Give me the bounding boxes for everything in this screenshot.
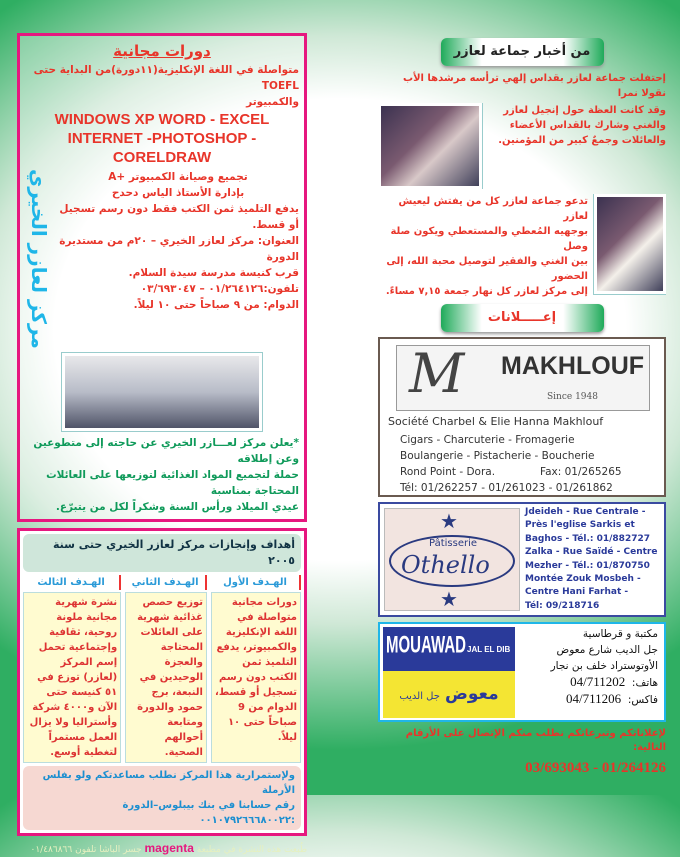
fax-label: فاكس: [627,694,658,706]
ads-contact-numbers: 03/693043 - 01/264126 [525,760,666,776]
printer-phone: جسر الباشا تلفون ٠١/٤٨٦٨٦٦ [30,844,142,855]
courses-line: قرب كنيسة مدرسة سيدة السلام. [128,267,299,279]
printer-credit [17,842,307,857]
appeal-line: ولإستمرارية هذا المركز نطلب مساعدتكم ولو بفلس الأرملة [42,769,295,796]
courses-line: بإدارة الأستاذ الياس دحدح [111,187,245,199]
mouawad-logo-ar [383,671,515,718]
news-line: بين الغني والفقير لتوصيل محبة الله، إلى الحضور [386,256,588,282]
goal-column [23,575,121,763]
othello-line: Zalka - Rue Saïdé - Centre [525,547,658,558]
courses-title: دورات مجانية [113,42,211,60]
courses-line: يدفع التلميذ ثمن الكتب فقط دون رسم تسجيل أو قسط. [59,203,299,231]
news-line: إحتفلت جماعة لعازر بقداس إلهي ترأسه مرشدها الأب نقولا نمرا [403,73,666,99]
ads-contact: لإعلاناتكم وتبرعاتكم نطلب منكم الإتصال على الأرقام التالية: [405,728,666,753]
othello-line: Montée Zouk Mosbeh - [525,574,641,585]
star-icon: ★ [440,509,458,533]
left-column [17,33,307,857]
courses-line: العنوان: مركز لعازر الخيري – ٢٠م من مستديرة الدورة [59,235,299,263]
goal-text: نشرة شهرية مجانية ملونة روحية، ثقافية وإجتماعية تحمل إسم المركز (لعازر) توزع في ٥١ كنيسة حتى الآن و٤٠٠٠ شركة وأستراليا ولا يزال العمل مستمراً لتغطية أوسع. [23,592,121,763]
courses-line: والكمبيوتر [246,96,299,108]
othello-info [525,506,657,613]
news-paragraph-1 [378,71,666,189]
software-line: WINDOWS XP WORD - EXCEL [54,111,270,128]
mouawad-location: JAL EL DIB [467,645,511,654]
star-icon: ★ [440,587,458,611]
makhlouf-products: Boulangerie - Pistacherie - Boucherie [400,450,595,462]
announcement-line: عيدي الميلاد ورأس السنة وشكراً لكل من يتبرّع. [55,500,299,513]
othello-logo-text: Othello [401,551,490,579]
othello-line: Près l'eglise Sarkis et [525,520,635,531]
goal-heading: الهـدف الثاني [125,575,207,590]
makhlouf-tel: Tél: 01/262257 - 01/261023 - 01/261862 [400,482,613,494]
courses-box [17,33,307,522]
software-line: INTERNET -PHOTOSHOP - CORELDRAW [67,130,257,166]
makhlouf-logo-text: MAKHLOUF [501,352,645,380]
makhlouf-ad [378,337,666,497]
goal-column [125,575,207,763]
printer-text: طُبعت هذه النشرة في مطبعة [196,844,307,855]
mouawad-location-ar: جل الديب [399,691,440,702]
mouawad-logo-en [383,627,515,671]
mouawad-name: MOUAWAD [386,631,466,659]
m-monogram-icon: M [409,342,465,405]
news-line: بوجهيه المُعطي والمستعطي ويكون صلة وصل [390,226,588,252]
makhlouf-since: Since 1948 [547,392,598,402]
priest-photo [594,194,666,294]
courses-details [25,169,299,349]
bank-account: رقم حسابنا في بنك بيبلوس–الدورة :٠٠١٠٧٩٢٦٦٦٨٠٠٢٢ [122,799,295,826]
makhlouf-products: Cigars - Charcuterie - Fromagerie [400,434,575,446]
computer-class-photo [62,353,262,431]
goal-text: دورات مجانية متواصلة في اللغة الإنكليزية والكمبيوتر، يدفع التلميذ ثمن الكتب دون رسم تسجيل أو قسط، الدوام من 9 صباحاً حتى ١٠ ليلاً. [211,592,301,763]
mouawad-name-ar: معوض [445,684,499,704]
othello-line: Tél: 09/218716 [525,600,600,611]
appeal-box [23,766,301,830]
news-line: والعائلات وجمعٌ كبير من المؤمنين. [498,135,666,146]
vertical-title: مركز لعازر الخيري [27,169,51,349]
othello-ad [378,502,666,617]
goals-columns [23,575,301,763]
phone-number: 04/711202 [570,674,626,689]
othello-patisserie: Pâtisserie [429,538,478,549]
fax-number: 04/711206 [566,691,622,706]
mouawad-line: جل الديب شارع معوض [556,644,658,656]
courses-line: متواصلة في اللغة الإنكليزية(١١دورة)من البداية حتى TOEFL [33,64,299,92]
goal-column [211,575,301,763]
courses-line: الدوام: من ٩ صباحاً حتى ١٠ ليلاً. [133,299,299,311]
courses-details-text [57,169,299,349]
right-column [378,38,666,777]
othello-line: Baghos - Tél.: 01/882727 [525,533,650,544]
goal-text: توزيع حصص غذائية شهرية على العائلات المحتاجة والعجزة الوحيدين في النبعة، برج حمود والدورة ومتابعة أحوالهم الصحية. [125,592,207,763]
news-line: وقد كانت العظة حول إنجيل لعازر [503,105,666,116]
mouawad-line: الأوتوستراد خلف بن نجار [550,660,658,672]
announcement-line: حملة لتجميع المواد الغذائية لتوزيعها على العائلات المحتاجة بمناسبة [46,468,299,497]
goal-heading: الهـدف الأول [211,575,301,590]
othello-line: Centre Hani Farhat - [525,587,629,598]
othello-line: Jdeideh - Rue Centrale - [525,507,646,517]
makhlouf-address: Rond Point - Dora. [400,466,496,478]
news-block-1 [378,103,666,189]
news-line: تدعو جماعة لعازر كل من يفتش ليعيش لعازر [398,196,588,222]
othello-line: Mezher - Tél.: 01/870750 [525,560,650,571]
goal-heading: الهـدف الثالث [23,575,121,590]
makhlouf-logo [396,342,650,411]
phone-label: هاتف: [631,677,658,689]
news-line: والغني وشارك بالقداس الأعضاء [509,120,666,131]
goals-title: أهداف وإنجازات مركز لعازر الخيري حتى سنة ٢٠٠٥ [23,534,301,572]
ads-header: إعـــــلانات [441,304,604,332]
mouawad-line: مكتبة و قرطاسية [582,628,658,640]
announcement-line: *يعلن مركز لعـــازر الخيري عن حاجته إلى متطوعين وعن إطلاقه [33,436,299,465]
group-photo [378,103,482,189]
makhlouf-fax: Fax: 01/265265 [540,466,622,478]
mouawad-info [520,626,658,708]
mouawad-ad [378,622,666,722]
makhlouf-company: Société Charbel & Elie Hanna Makhlouf [388,415,604,428]
othello-logo [384,508,520,611]
news-paragraph-2 [378,194,666,299]
courses-line: تلفون:٠١/٢٦٤١٢٦ – ٠٣/٦٩٣٠٤٧ [140,283,299,295]
goals-box [17,528,307,836]
courses-line: تجميع وصيانة الكمبيوتر +A [108,171,248,183]
news-line: إلى مركز لعازر كل نهار جمعة ٧,١٥ مساءً. [385,286,588,297]
news-header: من أخبار جماعة لعازر [441,38,604,66]
printer-brand: magenta [144,840,194,855]
